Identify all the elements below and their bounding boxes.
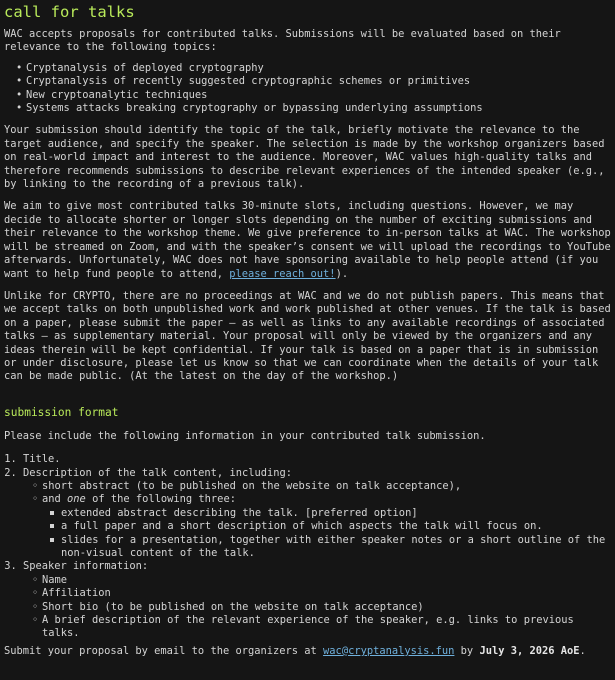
step-title <box>23 453 612 466</box>
topic-item: • Cryptanalysis of recently suggested cryptographic schemes or primitives <box>20 75 612 88</box>
step-title-label: Title. <box>23 453 61 466</box>
slots-paragraph <box>4 200 612 280</box>
one-of-pre: and <box>42 493 68 506</box>
organizers-email-link[interactable]: wac@cryptanalysis.fun <box>323 644 455 657</box>
step-description-label: Description of the talk content, including: <box>23 466 292 479</box>
submit-pre: Submit your proposal by email to the organizers at <box>4 644 324 657</box>
speaker-item: ◦ Short bio (to be published on the website on talk acceptance) <box>42 601 612 614</box>
format-intro: Please include the following information in your contributed talk submission. <box>4 429 486 442</box>
speaker-item: ◦ Name <box>42 574 612 587</box>
speaker-item: ◦ Affiliation <box>42 587 612 600</box>
option-item: a full paper and a short description of which aspects the talk will focus on. <box>61 520 612 533</box>
topic-item: • Systems attacks breaking cryptography or bypassing underlying assumptions <box>20 102 612 115</box>
option-item: extended abstract describing the talk. [preferred option] <box>61 507 612 520</box>
one-of-item <box>42 493 612 560</box>
submit-instructions <box>4 645 612 658</box>
deadline-text: July 3, 2026 AoE <box>479 644 580 657</box>
proceedings-paragraph: Unlike for CRYPTO, there are no proceedings at WAC and we do not publish papers. This means that we accept talks on both unpublished work and work published at other venues. If the talk is based on a paper, please submit the paper — as well as links to any available recordings of associated talks — as supplementary material. Your proposal will only be viewed by the organizers and any ideas therein will be kept confidential. If your talk is based on a paper that is in submission or under disclosure, please let us know so that we can coordinate when the details of your talk can be made public. (At the latest on the day of the workshop.) <box>4 289 611 383</box>
submit-post: . <box>579 644 586 657</box>
description-sublist <box>23 480 612 560</box>
submission-guidance-paragraph: Your submission should identify the topic of the talk, briefly motivate the relevance to the target audience, and specify the speaker. The selection is made by the workshop organizers based on real-world impact and interest to the audience. Moreover, WAC values high-quality talks and therefore recommends submissions to describe relevant experiences of the intended speaker (e.g., by linking to the recording of a previous talk). <box>4 124 605 191</box>
page-title: call for talks <box>4 3 135 21</box>
one-of-post: of the following three: <box>85 493 236 506</box>
step-description <box>23 467 612 561</box>
options-sublist <box>42 507 612 561</box>
abstract-item: ◦ short abstract (to be published on the website on talk acceptance), <box>42 480 612 493</box>
submission-format-heading: submission format <box>4 405 119 419</box>
one-of-emphasis: one <box>67 493 86 506</box>
speaker-item: ◦ A brief description of the relevant experience of the speaker, e.g. links to previous talks. <box>42 614 612 641</box>
step-speaker-label: Speaker information: <box>23 560 149 573</box>
option-item: slides for a presentation, together with either speaker notes or a short outline of the non-visual content of the talk. <box>61 534 612 561</box>
reach-out-link[interactable]: please reach out! <box>229 267 336 280</box>
speaker-sublist <box>23 574 612 641</box>
slots-paragraph-text: We aim to give most contributed talks 30-minute slots, including questions. However, we may decide to allocate shorter or longer slots depending on the number of exciting submissions and their relevance to the workshop theme. We give preference to in-person talks at WAC. The workshop will be streamed on Zoom, and with the speaker’s consent we will upload the recordings to YouTube afterwards. Unfortunately, WAC does not have sponsoring available to help people attend (if you want to help fund people to attend, <box>4 200 611 280</box>
submission-steps-list <box>4 453 612 641</box>
topics-list <box>4 62 612 116</box>
intro-paragraph: WAC accepts proposals for contributed talks. Submissions will be evaluated based on their relevance to the following topics: <box>4 28 561 54</box>
slots-paragraph-end: ). <box>335 267 349 280</box>
step-speaker <box>23 560 612 640</box>
topic-item: • New cryptoanalytic techniques <box>20 89 612 102</box>
topic-item: • Cryptanalysis of deployed cryptography <box>20 62 612 75</box>
submit-mid: by <box>454 644 480 657</box>
